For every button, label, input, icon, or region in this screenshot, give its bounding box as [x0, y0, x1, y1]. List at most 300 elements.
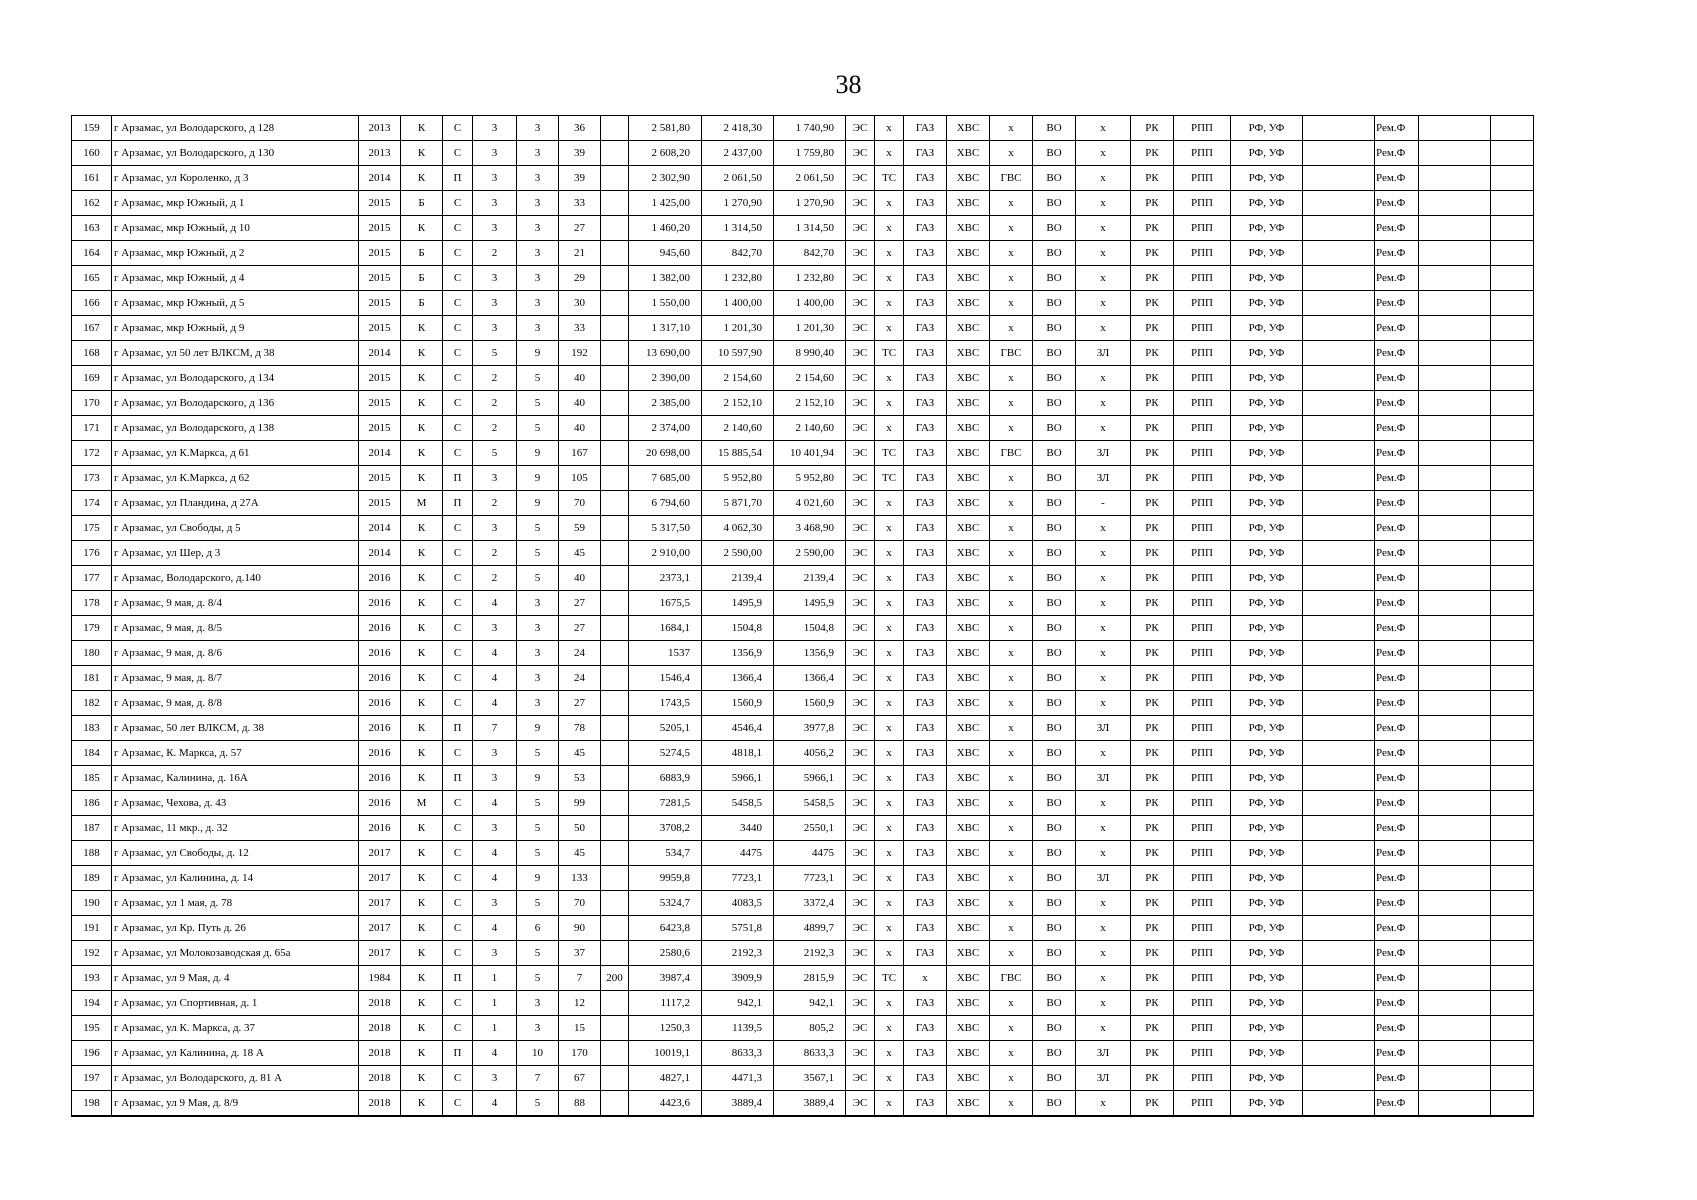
cell-apartments: 24	[559, 641, 601, 666]
cell-electricity: ЭС	[846, 241, 875, 266]
cell-total-area: 1 425,00	[629, 191, 702, 216]
cell-rem-fund: Рем.Ф	[1375, 966, 1419, 991]
cell-ventilation: х	[1076, 366, 1131, 391]
cell-entrances: 2	[473, 541, 517, 566]
cell-residential-area: 2 152,10	[774, 391, 846, 416]
cell-drainage: ВО	[1033, 341, 1076, 366]
cell-roof: РК	[1131, 941, 1174, 966]
cell-row-number: 186	[72, 791, 112, 816]
cell-row-number: 180	[72, 641, 112, 666]
cell-floors: 3	[517, 691, 559, 716]
cell-address: г Арзамас, Володарского, д.140	[112, 566, 359, 591]
cell-gas: ГАЗ	[904, 191, 947, 216]
cell-extra-count	[601, 441, 629, 466]
cell-apartments: 170	[559, 1041, 601, 1066]
cell-floors: 3	[517, 1016, 559, 1041]
table-row	[72, 841, 1534, 866]
cell-blank-c	[1491, 691, 1534, 716]
cell-apartments: 40	[559, 416, 601, 441]
cell-building-type: С	[443, 641, 473, 666]
cell-blank-a	[1303, 716, 1375, 741]
cell-apartments: 40	[559, 366, 601, 391]
cell-living-area: 4 062,30	[702, 516, 774, 541]
cell-drainage: ВО	[1033, 541, 1076, 566]
cell-funding: РФ, УФ	[1231, 316, 1303, 341]
cell-gas: ГАЗ	[904, 166, 947, 191]
cell-extra-count	[601, 1066, 629, 1091]
cell-blank-c	[1491, 466, 1534, 491]
cell-rem-fund: Рем.Ф	[1375, 541, 1419, 566]
cell-wall-material: К	[401, 541, 443, 566]
cell-row-number: 184	[72, 741, 112, 766]
cell-wall-material: К	[401, 766, 443, 791]
cell-ventilation: х	[1076, 316, 1131, 341]
cell-entrances: 1	[473, 991, 517, 1016]
cell-blank-a	[1303, 841, 1375, 866]
cell-blank-c	[1491, 391, 1534, 416]
cell-building-type: С	[443, 666, 473, 691]
cell-building-type: П	[443, 766, 473, 791]
cell-blank-a	[1303, 366, 1375, 391]
cell-entrances: 4	[473, 916, 517, 941]
cell-hot-water: х	[990, 266, 1033, 291]
cell-drainage: ВО	[1033, 916, 1076, 941]
cell-blank-a	[1303, 991, 1375, 1016]
cell-gas: ГАЗ	[904, 991, 947, 1016]
table-row	[72, 741, 1534, 766]
cell-blank-b	[1419, 966, 1491, 991]
cell-entrances: 5	[473, 441, 517, 466]
table-row	[72, 616, 1534, 641]
cell-pp: РПП	[1174, 741, 1231, 766]
cell-row-number: 162	[72, 191, 112, 216]
cell-floors: 5	[517, 516, 559, 541]
cell-building-type: П	[443, 1041, 473, 1066]
cell-ventilation: х	[1076, 141, 1131, 166]
cell-heating: х	[875, 141, 904, 166]
cell-entrances: 3	[473, 266, 517, 291]
table-row	[72, 791, 1534, 816]
cell-funding: РФ, УФ	[1231, 866, 1303, 891]
cell-wall-material: К	[401, 841, 443, 866]
cell-heating: х	[875, 641, 904, 666]
cell-cold-water: ХВС	[947, 716, 990, 741]
cell-cold-water: ХВС	[947, 166, 990, 191]
cell-residential-area: 942,1	[774, 991, 846, 1016]
cell-extra-count	[601, 366, 629, 391]
cell-row-number: 188	[72, 841, 112, 866]
cell-extra-count	[601, 591, 629, 616]
cell-wall-material: К	[401, 316, 443, 341]
cell-year-built: 2016	[359, 591, 401, 616]
cell-roof: РК	[1131, 516, 1174, 541]
cell-blank-b	[1419, 691, 1491, 716]
cell-roof: РК	[1131, 366, 1174, 391]
cell-hot-water: х	[990, 841, 1033, 866]
cell-blank-c	[1491, 166, 1534, 191]
cell-total-area: 3708,2	[629, 816, 702, 841]
cell-apartments: 24	[559, 666, 601, 691]
cell-entrances: 4	[473, 866, 517, 891]
cell-living-area: 4471,3	[702, 1066, 774, 1091]
cell-total-area: 6423,8	[629, 916, 702, 941]
cell-roof: РК	[1131, 791, 1174, 816]
cell-rem-fund: Рем.Ф	[1375, 841, 1419, 866]
cell-row-number: 177	[72, 566, 112, 591]
cell-drainage: ВО	[1033, 141, 1076, 166]
cell-ventilation: ЗЛ	[1076, 766, 1131, 791]
cell-rem-fund: Рем.Ф	[1375, 741, 1419, 766]
cell-apartments: 45	[559, 741, 601, 766]
cell-address: г Арзамас, ул Свободы, д. 12	[112, 841, 359, 866]
cell-wall-material: К	[401, 1091, 443, 1117]
cell-roof: РК	[1131, 591, 1174, 616]
cell-ventilation: х	[1076, 941, 1131, 966]
cell-row-number: 187	[72, 816, 112, 841]
cell-total-area: 9959,8	[629, 866, 702, 891]
cell-total-area: 1 317,10	[629, 316, 702, 341]
cell-year-built: 2016	[359, 791, 401, 816]
cell-floors: 9	[517, 491, 559, 516]
cell-ventilation: ЗЛ	[1076, 1066, 1131, 1091]
cell-drainage: ВО	[1033, 591, 1076, 616]
cell-funding: РФ, УФ	[1231, 141, 1303, 166]
cell-heating: х	[875, 291, 904, 316]
cell-blank-c	[1491, 866, 1534, 891]
cell-residential-area: 3 468,90	[774, 516, 846, 541]
cell-cold-water: ХВС	[947, 116, 990, 141]
cell-address: г Арзамас, 50 лет ВЛКСМ, д. 38	[112, 716, 359, 741]
cell-extra-count	[601, 666, 629, 691]
cell-extra-count	[601, 1016, 629, 1041]
cell-rem-fund: Рем.Ф	[1375, 791, 1419, 816]
cell-heating: ТС	[875, 166, 904, 191]
cell-heating: х	[875, 741, 904, 766]
cell-building-type: П	[443, 166, 473, 191]
cell-residential-area: 1495,9	[774, 591, 846, 616]
table-row	[72, 491, 1534, 516]
cell-blank-b	[1419, 616, 1491, 641]
cell-cold-water: ХВС	[947, 1016, 990, 1041]
cell-year-built: 2014	[359, 341, 401, 366]
cell-wall-material: К	[401, 566, 443, 591]
cell-year-built: 2013	[359, 141, 401, 166]
cell-apartments: 7	[559, 966, 601, 991]
cell-ventilation: х	[1076, 741, 1131, 766]
cell-gas: ГАЗ	[904, 916, 947, 941]
cell-entrances: 3	[473, 166, 517, 191]
cell-living-area: 942,1	[702, 991, 774, 1016]
cell-funding: РФ, УФ	[1231, 266, 1303, 291]
cell-blank-b	[1419, 1066, 1491, 1091]
cell-funding: РФ, УФ	[1231, 416, 1303, 441]
cell-ventilation: х	[1076, 991, 1131, 1016]
cell-roof: РК	[1131, 741, 1174, 766]
cell-ventilation: х	[1076, 116, 1131, 141]
cell-cold-water: ХВС	[947, 341, 990, 366]
cell-ventilation: ЗЛ	[1076, 341, 1131, 366]
cell-hot-water: ГВС	[990, 441, 1033, 466]
cell-total-area: 20 698,00	[629, 441, 702, 466]
cell-total-area: 4423,6	[629, 1091, 702, 1117]
cell-year-built: 2015	[359, 266, 401, 291]
cell-roof: РК	[1131, 216, 1174, 241]
cell-gas: ГАЗ	[904, 1091, 947, 1117]
cell-residential-area: 1 232,80	[774, 266, 846, 291]
cell-living-area: 7723,1	[702, 866, 774, 891]
cell-blank-b	[1419, 141, 1491, 166]
cell-entrances: 3	[473, 941, 517, 966]
cell-building-type: С	[443, 191, 473, 216]
table-row	[72, 666, 1534, 691]
cell-blank-a	[1303, 216, 1375, 241]
cell-rem-fund: Рем.Ф	[1375, 166, 1419, 191]
table-row	[72, 541, 1534, 566]
cell-entrances: 3	[473, 191, 517, 216]
cell-apartments: 78	[559, 716, 601, 741]
cell-heating: х	[875, 916, 904, 941]
table-row	[72, 416, 1534, 441]
cell-year-built: 2017	[359, 866, 401, 891]
cell-roof: РК	[1131, 391, 1174, 416]
cell-electricity: ЭС	[846, 841, 875, 866]
cell-year-built: 1984	[359, 966, 401, 991]
cell-ventilation: ЗЛ	[1076, 716, 1131, 741]
cell-ventilation: х	[1076, 791, 1131, 816]
cell-row-number: 174	[72, 491, 112, 516]
cell-blank-a	[1303, 566, 1375, 591]
cell-hot-water: х	[990, 1091, 1033, 1117]
cell-drainage: ВО	[1033, 366, 1076, 391]
cell-electricity: ЭС	[846, 1066, 875, 1091]
cell-building-type: С	[443, 791, 473, 816]
cell-apartments: 30	[559, 291, 601, 316]
cell-roof: РК	[1131, 716, 1174, 741]
cell-blank-b	[1419, 416, 1491, 441]
cell-electricity: ЭС	[846, 791, 875, 816]
cell-row-number: 159	[72, 116, 112, 141]
cell-year-built: 2014	[359, 441, 401, 466]
cell-roof: РК	[1131, 116, 1174, 141]
cell-blank-c	[1491, 941, 1534, 966]
cell-cold-water: ХВС	[947, 666, 990, 691]
cell-rem-fund: Рем.Ф	[1375, 491, 1419, 516]
cell-blank-b	[1419, 1091, 1491, 1117]
cell-pp: РПП	[1174, 191, 1231, 216]
cell-pp: РПП	[1174, 441, 1231, 466]
cell-living-area: 1 314,50	[702, 216, 774, 241]
table-row	[72, 591, 1534, 616]
cell-funding: РФ, УФ	[1231, 791, 1303, 816]
cell-electricity: ЭС	[846, 391, 875, 416]
cell-electricity: ЭС	[846, 616, 875, 641]
cell-row-number: 171	[72, 416, 112, 441]
cell-building-type: С	[443, 291, 473, 316]
cell-wall-material: К	[401, 666, 443, 691]
cell-floors: 3	[517, 166, 559, 191]
cell-building-type: С	[443, 541, 473, 566]
cell-building-type: П	[443, 466, 473, 491]
cell-residential-area: 1504,8	[774, 616, 846, 641]
cell-ventilation: х	[1076, 516, 1131, 541]
cell-heating: х	[875, 1041, 904, 1066]
cell-entrances: 2	[473, 416, 517, 441]
cell-address: г Арзамас, ул 9 Мая, д. 4	[112, 966, 359, 991]
cell-floors: 3	[517, 666, 559, 691]
cell-hot-water: х	[990, 1066, 1033, 1091]
cell-electricity: ЭС	[846, 141, 875, 166]
cell-floors: 3	[517, 991, 559, 1016]
cell-heating: х	[875, 191, 904, 216]
cell-pp: РПП	[1174, 166, 1231, 191]
cell-blank-a	[1303, 491, 1375, 516]
cell-roof: РК	[1131, 841, 1174, 866]
cell-cold-water: ХВС	[947, 641, 990, 666]
cell-funding: РФ, УФ	[1231, 541, 1303, 566]
cell-blank-a	[1303, 191, 1375, 216]
table-row	[72, 366, 1534, 391]
cell-apartments: 70	[559, 891, 601, 916]
cell-extra-count	[601, 741, 629, 766]
cell-living-area: 1495,9	[702, 591, 774, 616]
cell-extra-count	[601, 341, 629, 366]
cell-blank-c	[1491, 316, 1534, 341]
cell-heating: х	[875, 241, 904, 266]
cell-row-number: 160	[72, 141, 112, 166]
cell-apartments: 40	[559, 391, 601, 416]
table-row	[72, 566, 1534, 591]
cell-blank-b	[1419, 1016, 1491, 1041]
cell-entrances: 3	[473, 616, 517, 641]
cell-residential-area: 1 270,90	[774, 191, 846, 216]
cell-hot-water: х	[990, 991, 1033, 1016]
cell-hot-water: х	[990, 641, 1033, 666]
cell-blank-c	[1491, 291, 1534, 316]
cell-living-area: 10 597,90	[702, 341, 774, 366]
cell-year-built: 2015	[359, 241, 401, 266]
cell-electricity: ЭС	[846, 741, 875, 766]
cell-year-built: 2017	[359, 891, 401, 916]
cell-electricity: ЭС	[846, 866, 875, 891]
cell-wall-material: К	[401, 941, 443, 966]
cell-electricity: ЭС	[846, 641, 875, 666]
cell-extra-count	[601, 516, 629, 541]
cell-hot-water: х	[990, 491, 1033, 516]
cell-wall-material: К	[401, 441, 443, 466]
cell-roof: РК	[1131, 291, 1174, 316]
cell-extra-count	[601, 916, 629, 941]
cell-blank-a	[1303, 541, 1375, 566]
cell-roof: РК	[1131, 641, 1174, 666]
cell-ventilation: х	[1076, 1016, 1131, 1041]
cell-entrances: 2	[473, 241, 517, 266]
cell-apartments: 50	[559, 816, 601, 841]
cell-pp: РПП	[1174, 541, 1231, 566]
cell-extra-count	[601, 416, 629, 441]
cell-gas: ГАЗ	[904, 366, 947, 391]
cell-drainage: ВО	[1033, 491, 1076, 516]
cell-funding: РФ, УФ	[1231, 241, 1303, 266]
cell-rem-fund: Рем.Ф	[1375, 416, 1419, 441]
cell-drainage: ВО	[1033, 641, 1076, 666]
cell-wall-material: К	[401, 116, 443, 141]
cell-gas: ГАЗ	[904, 391, 947, 416]
cell-year-built: 2018	[359, 1016, 401, 1041]
cell-blank-b	[1419, 1041, 1491, 1066]
cell-ventilation: ЗЛ	[1076, 1041, 1131, 1066]
cell-ventilation: х	[1076, 591, 1131, 616]
cell-roof: РК	[1131, 1041, 1174, 1066]
cell-heating: х	[875, 491, 904, 516]
cell-total-area: 7281,5	[629, 791, 702, 816]
cell-residential-area: 2 590,00	[774, 541, 846, 566]
cell-floors: 5	[517, 966, 559, 991]
cell-rem-fund: Рем.Ф	[1375, 991, 1419, 1016]
cell-hot-water: х	[990, 391, 1033, 416]
cell-cold-water: ХВС	[947, 841, 990, 866]
cell-wall-material: К	[401, 716, 443, 741]
cell-drainage: ВО	[1033, 516, 1076, 541]
cell-drainage: ВО	[1033, 1016, 1076, 1041]
cell-address: г Арзамас, ул К.Маркса, д 62	[112, 466, 359, 491]
cell-blank-a	[1303, 916, 1375, 941]
cell-blank-c	[1491, 1066, 1534, 1091]
cell-apartments: 53	[559, 766, 601, 791]
cell-extra-count	[601, 866, 629, 891]
cell-blank-b	[1419, 516, 1491, 541]
cell-total-area: 10019,1	[629, 1041, 702, 1066]
cell-roof: РК	[1131, 491, 1174, 516]
cell-electricity: ЭС	[846, 966, 875, 991]
cell-floors: 3	[517, 216, 559, 241]
cell-rem-fund: Рем.Ф	[1375, 916, 1419, 941]
cell-year-built: 2015	[359, 491, 401, 516]
cell-extra-count	[601, 641, 629, 666]
cell-residential-area: 4 021,60	[774, 491, 846, 516]
cell-building-type: С	[443, 741, 473, 766]
cell-extra-count	[601, 941, 629, 966]
cell-funding: РФ, УФ	[1231, 366, 1303, 391]
cell-year-built: 2017	[359, 916, 401, 941]
cell-pp: РПП	[1174, 1091, 1231, 1117]
cell-apartments: 15	[559, 1016, 601, 1041]
cell-pp: РПП	[1174, 116, 1231, 141]
cell-blank-b	[1419, 441, 1491, 466]
cell-extra-count	[601, 316, 629, 341]
cell-electricity: ЭС	[846, 691, 875, 716]
table-row	[72, 441, 1534, 466]
cell-building-type: С	[443, 316, 473, 341]
cell-funding: РФ, УФ	[1231, 1091, 1303, 1117]
cell-pp: РПП	[1174, 966, 1231, 991]
cell-building-type: С	[443, 266, 473, 291]
cell-cold-water: ХВС	[947, 941, 990, 966]
cell-wall-material: К	[401, 966, 443, 991]
cell-address: г Арзамас, ул Калинина, д. 18 А	[112, 1041, 359, 1066]
cell-electricity: ЭС	[846, 191, 875, 216]
cell-rem-fund: Рем.Ф	[1375, 691, 1419, 716]
cell-apartments: 88	[559, 1091, 601, 1117]
cell-building-type: С	[443, 1066, 473, 1091]
cell-blank-a	[1303, 866, 1375, 891]
cell-extra-count	[601, 891, 629, 916]
cell-cold-water: ХВС	[947, 691, 990, 716]
cell-entrances: 3	[473, 291, 517, 316]
cell-pp: РПП	[1174, 1066, 1231, 1091]
cell-rem-fund: Рем.Ф	[1375, 116, 1419, 141]
cell-electricity: ЭС	[846, 716, 875, 741]
cell-ventilation: х	[1076, 641, 1131, 666]
